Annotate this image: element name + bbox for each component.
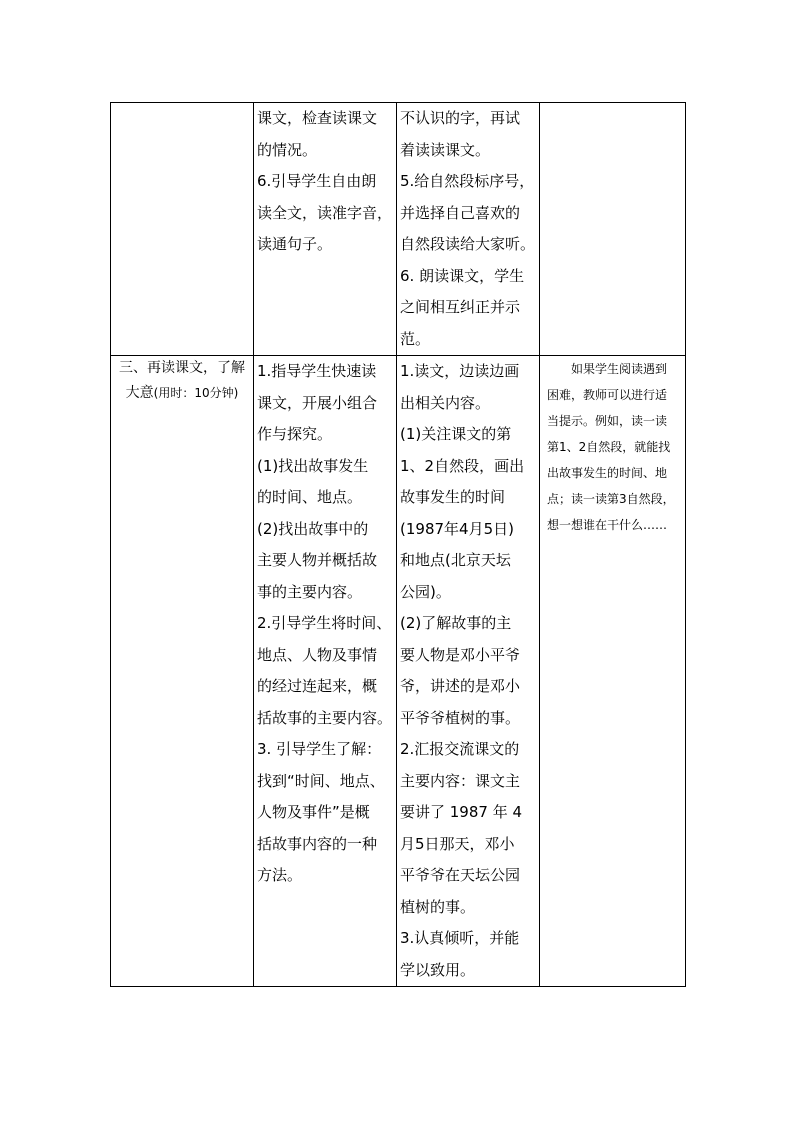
design-note-cell: [540, 356, 686, 987]
lesson-plan-table: [110, 102, 686, 987]
table-row: [111, 103, 686, 356]
student-activity-text: 1.读文，边读边画 出相关内容。 (1)关注课文的第 1、2自然段，画出 故事发生的时间 (1987年4月5日) 和地点(北京天坛 公园)。 (2)了解故事的主 要人物是邓小平爷 爷，讲述的是邓小 平爷爷植树的事。 2.汇报交流课文的 主要内容：课文主 要讲了 1987 年 4 月5日那天，邓小 平爷爷在天坛公园 植树的事。 3.认真倾听，并能 学以致用。: [400, 362, 525, 979]
stage-cell: [111, 103, 254, 356]
design-note-text: 如果学生阅读遇到困难，教师可以进行适当提示。例如，读一读第1、2自然段，就能找出故事发生的时间、地点；读一读第3自然段，想一想谁在干什么……: [547, 362, 675, 532]
student-activity-text: 不认识的字，再试 着读读课文。 5.给自然段标序号， 并选择自己喜欢的 自然段读给大家听。 6. 朗读课文，学生 之间相互纠正并示 范。: [400, 109, 536, 348]
stage-cell: [111, 356, 254, 987]
teacher-activity-text: 1.指导学生快速读 课文，开展小组合 作与探究。 (1)找出故事发生 的时间、地点。 (2)找出故事中的 主要人物并概括故 事的主要内容。 2.引导学生将时间、 地点、人物及事情 的经过连起来，概 括故事的主要内容。 3. 引导学生了解： 找到“时间、地点、 人物及事件”是概 括故事内容的一种 方法。: [257, 362, 393, 884]
table-row: [111, 356, 686, 987]
stage-title: 三、再读课文，了解大意(用时：10分钟): [119, 360, 245, 401]
design-note-cell: [540, 103, 686, 356]
student-activity-cell: [397, 356, 540, 987]
teacher-activity-cell: [254, 356, 397, 987]
teacher-activity-cell: [254, 103, 397, 356]
teacher-activity-text: 课文，检查读课文 的情况。 6.引导学生自由朗 读全文，读准字音， 读通句子。: [257, 109, 393, 253]
student-activity-cell: [397, 103, 540, 356]
